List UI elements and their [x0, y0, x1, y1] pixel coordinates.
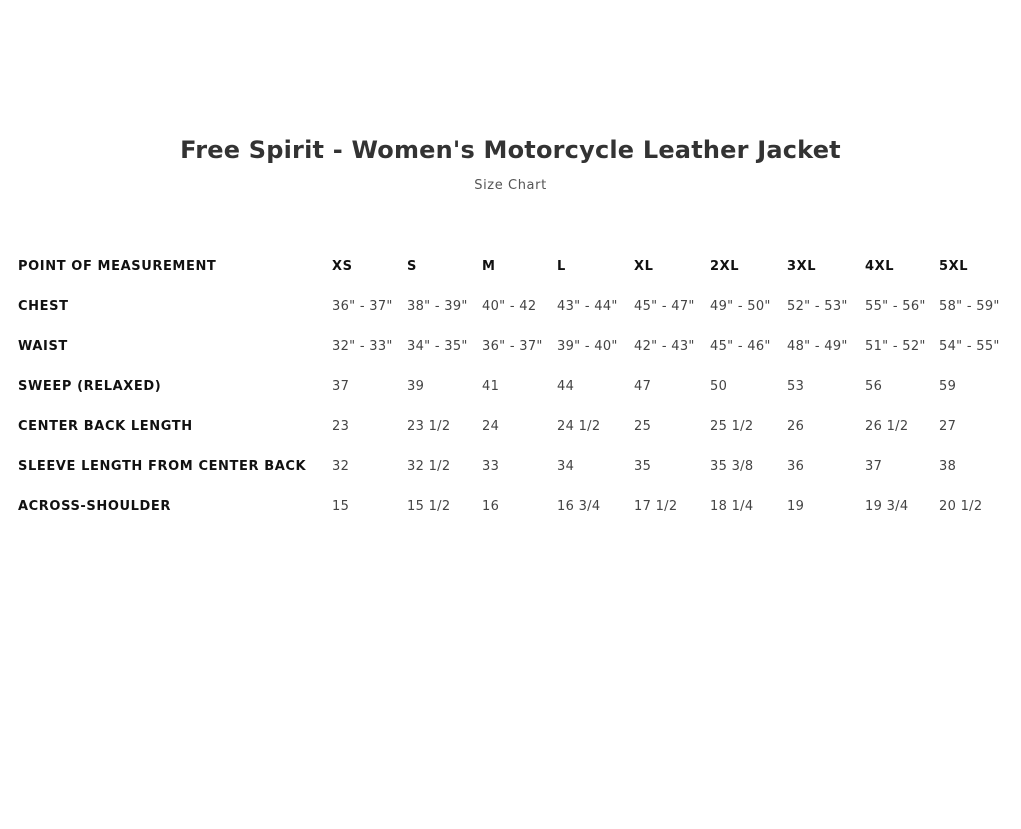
table-cell: 16 3/4	[557, 498, 601, 514]
table-cell: 24	[482, 418, 500, 434]
size-chart-table	[18, 246, 1008, 526]
table-cell: 38" - 39"	[407, 298, 468, 314]
table-cell: 37	[332, 378, 350, 394]
table-cell: 32" - 33"	[332, 338, 393, 354]
header-size: XS	[332, 258, 353, 274]
table-cell: 20 1/2	[939, 498, 983, 514]
table-cell: 26 1/2	[865, 418, 909, 434]
table-cell: 36" - 37"	[332, 298, 393, 314]
table-cell: 40" - 42	[482, 298, 537, 314]
table-cell: 35	[634, 458, 652, 474]
table-cell: 43" - 44"	[557, 298, 618, 314]
row-label: SWEEP (RELAXED)	[18, 378, 162, 394]
table-cell: 55" - 56"	[865, 298, 926, 314]
table-cell: 38	[939, 458, 957, 474]
table-cell: 36" - 37"	[482, 338, 543, 354]
table-cell: 23 1/2	[407, 418, 451, 434]
table-cell: 41	[482, 378, 500, 394]
table-cell: 59	[939, 378, 957, 394]
row-label: CENTER BACK LENGTH	[18, 418, 193, 434]
table-cell: 45" - 46"	[710, 338, 771, 354]
page-subtitle: Size Chart	[474, 178, 547, 193]
table-cell: 54" - 55"	[939, 338, 1000, 354]
table-row	[18, 486, 1008, 526]
table-cell: 19 3/4	[865, 498, 909, 514]
table-cell: 19	[787, 498, 805, 514]
table-row	[18, 286, 1008, 326]
row-label: SLEEVE LENGTH FROM CENTER BACK	[18, 458, 307, 474]
table-cell: 50	[710, 378, 728, 394]
table-cell: 48" - 49"	[787, 338, 848, 354]
header-size: 5XL	[939, 258, 969, 274]
table-row	[18, 446, 1008, 486]
header-size: M	[482, 258, 496, 274]
table-cell: 35 3/8	[710, 458, 754, 474]
header-point-of-measurement: POINT OF MEASUREMENT	[18, 258, 217, 274]
table-header-row	[18, 246, 1008, 286]
table-cell: 32 1/2	[407, 458, 451, 474]
table-cell: 39" - 40"	[557, 338, 618, 354]
header-size: 3XL	[787, 258, 817, 274]
page-title: Free Spirit - Women's Motorcycle Leather Jacket	[180, 136, 841, 164]
table-cell: 34" - 35"	[407, 338, 468, 354]
table-row	[18, 326, 1008, 366]
table-cell: 27	[939, 418, 957, 434]
table-cell: 16	[482, 498, 500, 514]
table-cell: 52" - 53"	[787, 298, 848, 314]
header-size: 2XL	[710, 258, 740, 274]
table-cell: 34	[557, 458, 575, 474]
table-cell: 56	[865, 378, 883, 394]
header-size: XL	[634, 258, 654, 274]
header-size: 4XL	[865, 258, 895, 274]
table-cell: 32	[332, 458, 350, 474]
table-cell: 15 1/2	[407, 498, 451, 514]
header-size: S	[407, 258, 417, 274]
header-size: L	[557, 258, 566, 274]
table-cell: 42" - 43"	[634, 338, 695, 354]
table-cell: 45" - 47"	[634, 298, 695, 314]
table-cell: 44	[557, 378, 575, 394]
row-label: CHEST	[18, 298, 69, 314]
table-cell: 24 1/2	[557, 418, 601, 434]
table-cell: 15	[332, 498, 350, 514]
table-cell: 36	[787, 458, 805, 474]
table-cell: 49" - 50"	[710, 298, 771, 314]
table-cell: 25 1/2	[710, 418, 754, 434]
table-cell: 23	[332, 418, 350, 434]
table-cell: 47	[634, 378, 652, 394]
table-cell: 58" - 59"	[939, 298, 1000, 314]
table-cell: 18 1/4	[710, 498, 754, 514]
row-label: ACROSS-SHOULDER	[18, 498, 172, 514]
table-cell: 39	[407, 378, 425, 394]
table-cell: 17 1/2	[634, 498, 678, 514]
table-row	[18, 366, 1008, 406]
table-row	[18, 406, 1008, 446]
table-cell: 26	[787, 418, 805, 434]
row-label: WAIST	[18, 338, 68, 354]
table-cell: 25	[634, 418, 652, 434]
table-cell: 51" - 52"	[865, 338, 926, 354]
table-cell: 37	[865, 458, 883, 474]
table-cell: 53	[787, 378, 805, 394]
table-cell: 33	[482, 458, 500, 474]
